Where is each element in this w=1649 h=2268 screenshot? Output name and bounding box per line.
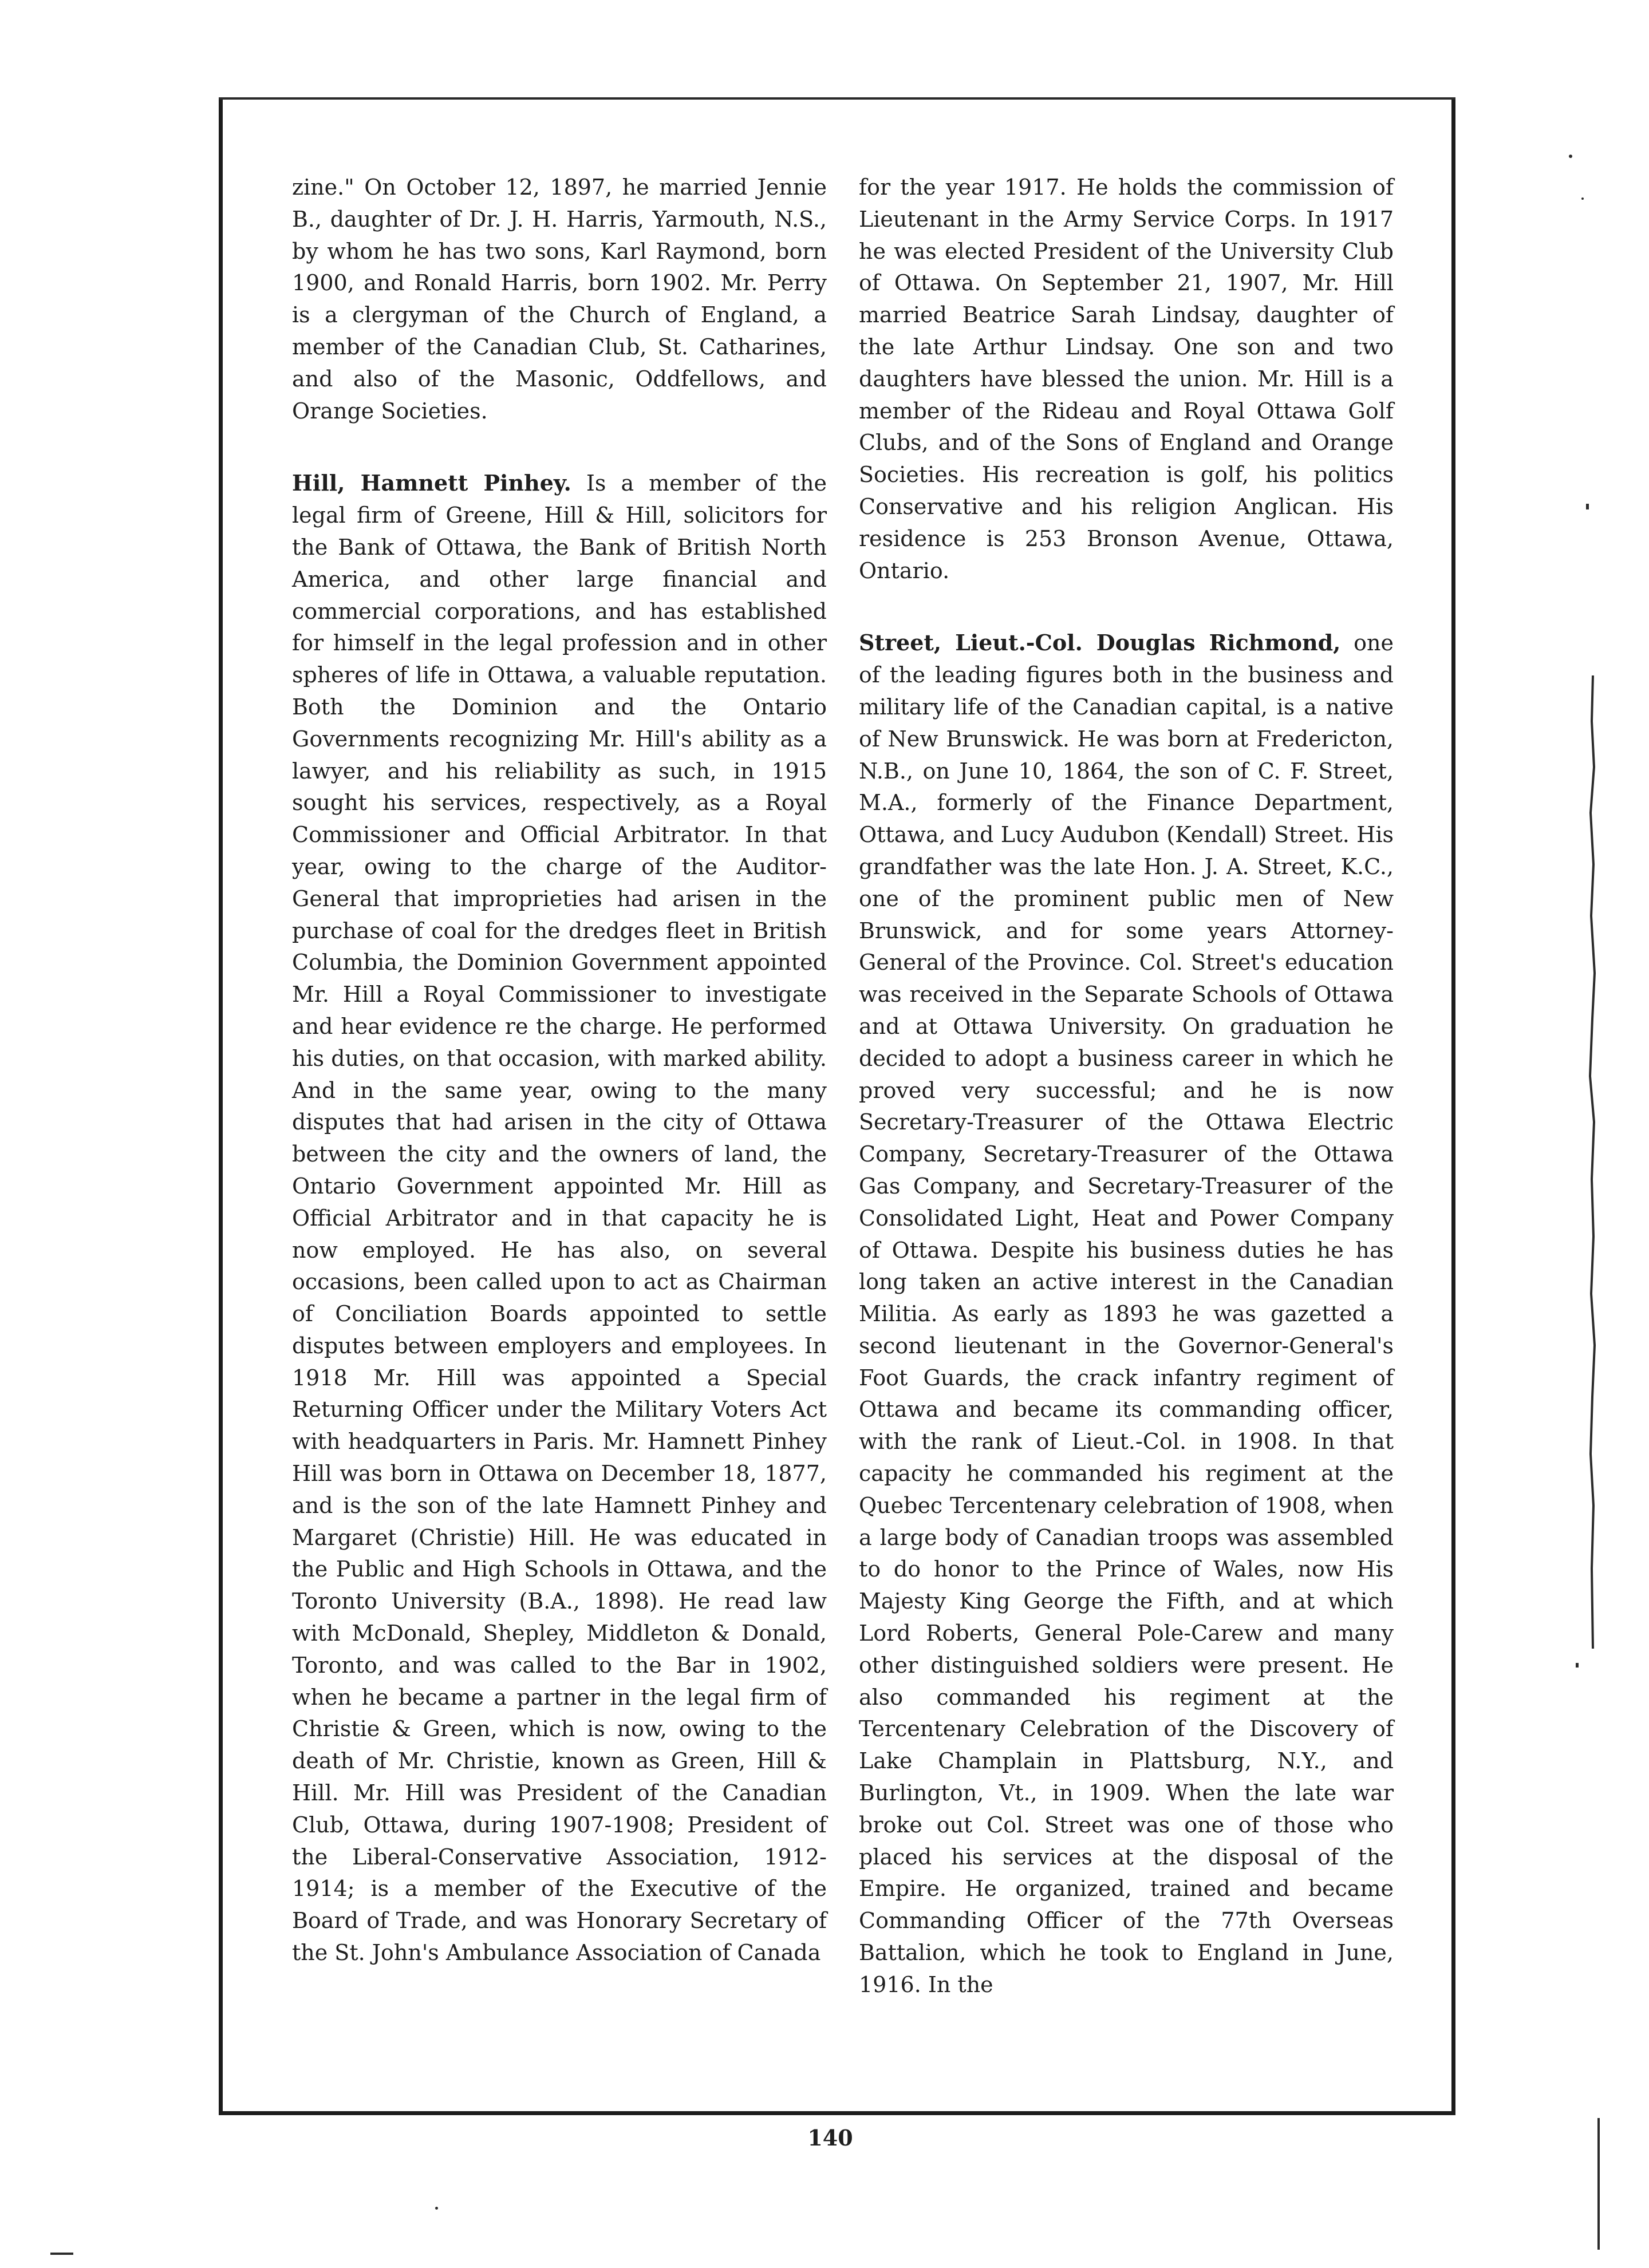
paragraph-continuation: for the year 1917. He holds the commission of Lieutenant in the Army Service Corps. In 1917 he was elected President of the University Club of Ottawa. On September 21, 1907, Mr. Hill married Beatrice Sarah Lindsay, daughter of the late Arthur Lindsay. One son and two daughters have blessed the union. Mr. Hill is a member of the Rideau and Royal Ottawa Golf Clubs, and of the Sons of England and Orange Societies. His recreation is golf, his politics Conservative and his religion Anglican. His residence is 253 Bronson Avenue, Ottawa, Ontario. [859,175,1394,583]
scan-line-bottom-right [1597,2118,1600,2250]
paragraph-entry-street [859,627,1394,2001]
paragraph-continuation: zine." On October 12, 1897, he married Jennie B., daughter of Dr. J. H. Harris, Yarmouth, N.S., by whom he has two sons, Karl Raymond, born 1900, and Ronald Harris, born 1902. Mr. Perry is a clergyman of the Church of England, a member of the Canadian Club, St. Catharines, and also of the Masonic, Oddfellows, and Orange Societies. [292,175,827,424]
scan-dot [1576,1663,1579,1668]
entry-text-hill: Is a member of the legal firm of Greene, Hill & Hill, solicitors for the Bank of Ottawa, the Bank of British North America, and other large financial and commercial corporations, and has established for himself in the legal profession and in other spheres of life in Ottawa, a valuable reputation. Both the Dominion and the Ontario Governments recognizing Mr. Hill's ability as a lawyer, and his reliability as such, in 1915 sought his services, respectively, as a Royal Commissioner and Official Arbitrator. In that year, owing to the charge of the Auditor-General that improprieties had arisen in the purchase of coal for the dredges fleet in British Columbia, the Dominion Government appointed Mr. Hill a Royal Commissioner to investigate and hear evidence re the charge. He performed his duties, on that occasion, with marked ability. And in the same year, owing to the many disputes that had arisen in the city of Ottawa between the city and the owners of land, the Ontario Government appointed Mr. Hill as Official Arbitrator and in that capacity he is now employed. He has also, on several occasions, been called upon to act as Chairman of Conciliation Boards appointed to settle disputes between employers and employees. In 1918 Mr. Hill was appointed a Special Returning Officer under the Military Voters Act with headquarters in Paris. Mr. Hamnett Pinhey Hill was born in Ottawa on December 18, 1877, and is the son of the late Hamnett Pinhey and Margaret (Christie) Hill. He was educated in the Public and High Schools in Ottawa, and the Toronto University (B.A., 1898). He read law with McDonald, Shepley, Middleton & Donald, Toronto, and was called to the Bar in 1902, when he became a partner in the legal firm of Christie & Green, which is now, owing to the death of Mr. Christie, known as Green, Hill & Hill. Mr. Hill was President of the Canadian Club, Ottawa, during 1907-1908; President of the Liberal-Conservative Association, 1912-1914; is a member of the Executive of the Board of Trade, and was Honorary Secretary of the St. John's Ambulance Association of Canada [292,471,827,1966]
entry-heading-street: Street, Lieut.-Col. Douglas Richmond, [859,630,1341,656]
entry-text-street: one of the leading figures both in the business and military life of the Canadian capital, is a native of New Brunswick. He was born at Fredericton, N.B., on June 10, 1864, the son of C. F. Street, M.A., formerly of the Finance Department, Ottawa, and Lucy Audubon (Kendall) Street. His grandfather was the late Hon. J. A. Street, K.C., one of the prominent public men of New Brunswick, and for some years Attorney-General of the Province. Col. Street's education was received in the Separate Schools of Ottawa and at Ottawa University. On graduation he decided to adopt a business career in which he proved very successful; and he is now Secretary-Treasurer of the Ottawa Electric Company, Secretary-Treasurer of the Ottawa Gas Company, and Secretary-Treasurer of the Consolidated Light, Heat and Power Company of Ottawa. Despite his business duties he has long taken an active interest in the Canadian Militia. As early as 1893 he was gazetted a second lieutenant in the Governor-General's Foot Guards, the crack infantry regiment of Ottawa and became its commanding officer, with the rank of Lieut.-Col. in 1908. In that capacity he commanded his regiment at the Quebec Tercentenary celebration of 1908, when a large body of Canadian troops was assembled to do honor to the Prince of Wales, now His Majesty King George the Fifth, and at which Lord Roberts, General Pole-Carew and many other distinguished soldiers were present. He also commanded his regiment at the Tercentenary Celebration of the Discovery of Lake Champlain in Plattsburg, N.Y., and Burlington, Vt., in 1909. When the late war broke out Col. Street was one of those who placed his services at the disposal of the Empire. He organized, trained and became Commanding Officer of the 77th Overseas Battalion, which he took to England in June, 1916. In the [859,630,1394,1997]
scan-dot [1569,155,1572,158]
scan-dot [435,2207,438,2210]
scan-dot [1581,197,1584,200]
scan-dot [1586,504,1589,509]
paragraph-entry-hill [292,467,827,1969]
page-number: 140 [807,2125,853,2151]
left-column [292,172,827,1969]
scan-mark-bottom-left [50,2253,73,2255]
right-column [859,172,1394,2001]
entry-heading-hill: Hill, Hamnett Pinhey. [292,470,571,496]
scan-noise-strip [1586,675,1600,1649]
